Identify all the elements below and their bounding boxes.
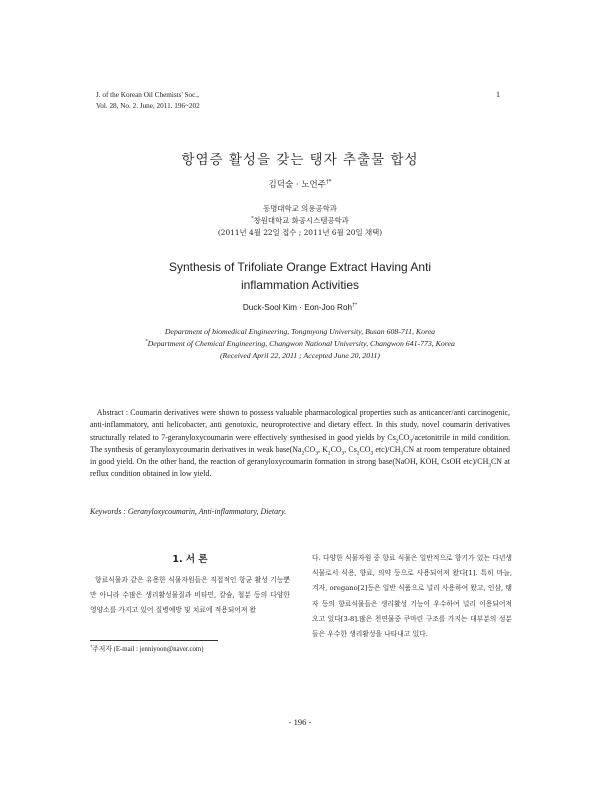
- abstract-sub: 2: [327, 450, 331, 457]
- korean-affiliation-1: 동명대학교 의용공학과: [263, 204, 337, 213]
- abstract-sub: 3: [488, 462, 492, 469]
- body-left-text: 향료식물과 같은 유용한 식물자원들은 직접적인 항균 활성 기능뿐만 아니라 수많은 생리활성물질과 비타민, 칼슘, 철분 등의 다양한 영양소를 가지고 있어 질병예방 및 치료에 적용되어져 왔: [90, 576, 290, 615]
- english-affiliation-1: Department of biomedical Engineering, Tongmyong University, Busan 608-711, Korea: [164, 327, 436, 336]
- abstract-chem: , Cs: [344, 444, 357, 454]
- abstract-p3c: CN at reflux condition obtained in low yield.: [90, 457, 510, 479]
- english-authors: [0, 303, 600, 312]
- abstract-label: Abstract :: [96, 408, 128, 417]
- abstract-p3b: CN at room temperature obtained in good yield. On the other hand, the reaction of geranyloxycoumarin formation in strong base(NaOH, KOH, CsOH etc)/CH: [90, 444, 510, 467]
- abstract-sub: 3: [315, 450, 318, 457]
- journal-name: J. of the Korean Oil Chemists' Soc.,: [96, 91, 199, 99]
- abstract: [90, 407, 510, 481]
- abstract-chem: CO: [304, 444, 316, 454]
- korean-affil2-mark: *: [251, 216, 254, 222]
- english-author-mark: †*: [352, 302, 358, 309]
- journal-citation: [96, 90, 200, 112]
- keywords: Keywords : Geranyloxycoumarin, Anti-inflammatory, Dietary.: [90, 507, 287, 516]
- abstract-p1: Coumarin derivatives were shown to possess valuable pharmacological properties such as anticancer/anti carcinogenic, anti-inflammatory, anti helicobacter, anti genotoxic, neuroprotective and dietary effect. In this study, novel coumarin derivatives structurally related to 7-geranyloxycoumarin were effectively synthesised in good yields by Cs: [90, 408, 510, 442]
- abstract-sub: 3: [409, 438, 413, 445]
- body-right-column: 다. 다양한 식물자원 중 향료 식물은 일반적으로 향기가 있는 다년생 식물로서 식용, 향료, 의약 등으로 사용되어져 왔다[1]. 특히 마늘, 겨자, oregano[2]등은 일반 식품으로 널리 사용하여 왔고, 인삼, 탱자 등의 향료식물들은 생리활성 기능이 우수하여 널리 이용되어져 오고 있다[3-8].많은 천연물중 쿠마린 구조를 가지는 대부분의 성분들은 우수한 생리활성을 나타내고 있다.: [312, 554, 512, 639]
- korean-affiliations: [0, 203, 600, 239]
- footnote: [90, 643, 203, 653]
- english-title: [0, 258, 600, 294]
- footer-page-number: - 196 -: [288, 717, 312, 727]
- korean-author-mark: †*: [325, 179, 332, 186]
- abstract-chem: CO: [330, 444, 342, 454]
- korean-authors: [0, 178, 600, 190]
- english-affil2-mark: *: [145, 338, 148, 345]
- abstract-p2: /acetonitrile in mild condition. The synthesis of geranyloxycoumarin derivatives in weak base(Na: [90, 432, 511, 454]
- abstract-sub: 2: [395, 438, 399, 445]
- section-title: 1. 서 론: [172, 554, 208, 565]
- korean-author-names: 김덕술 · 노언주: [268, 180, 326, 190]
- abstract-sub: 2: [301, 450, 305, 457]
- korean-affil2-text: 창원대학교 화공시스템공학과: [253, 216, 349, 225]
- abstract-sub: 3: [370, 450, 374, 457]
- abstract-chem: CO: [398, 432, 410, 442]
- english-title-line2: inflammation Activities: [240, 278, 360, 292]
- abstract-p3: etc)/CH: [373, 444, 401, 454]
- english-affiliations: [0, 326, 600, 362]
- english-title-line1: Synthesis of Trifoliate Orange Extract Having Anti: [168, 260, 432, 274]
- english-author-names: Duck-Sool Kim · Eon-Joo Roh: [242, 303, 353, 312]
- footnote-mark: †: [90, 643, 93, 649]
- english-affiliation-2: [0, 338, 600, 350]
- abstract-sub: 3: [400, 450, 404, 457]
- korean-affiliation-2: [0, 215, 600, 227]
- header-page-number: 1: [496, 90, 500, 99]
- abstract-sub: 3: [341, 450, 345, 457]
- body-left-column: [90, 573, 290, 619]
- english-dates: (Received April 22, 2011 ; Accepted June 20, 2011): [219, 351, 381, 360]
- english-affil2-text: Department of Chemical Engineering, Changwon National University, Changwon 641-773, Korea: [147, 339, 455, 348]
- footnote-text: 주저자 (E-mail : jenniyoon@naver.com): [92, 646, 204, 653]
- abstract-chem: CO: [359, 444, 371, 454]
- korean-dates: (2011년 4월 22일 접수 ; 2011년 6월 20일 채택): [217, 228, 383, 237]
- abstract-sub: 2: [356, 450, 360, 457]
- footnote-divider: [90, 640, 218, 641]
- abstract-chem: , K: [317, 444, 328, 454]
- korean-title: 항염증 활성을 갖는 탱자 추출물 합성: [181, 152, 419, 168]
- journal-volume: Vol. 28, No. 2. June, 2011. 196~202: [96, 102, 200, 110]
